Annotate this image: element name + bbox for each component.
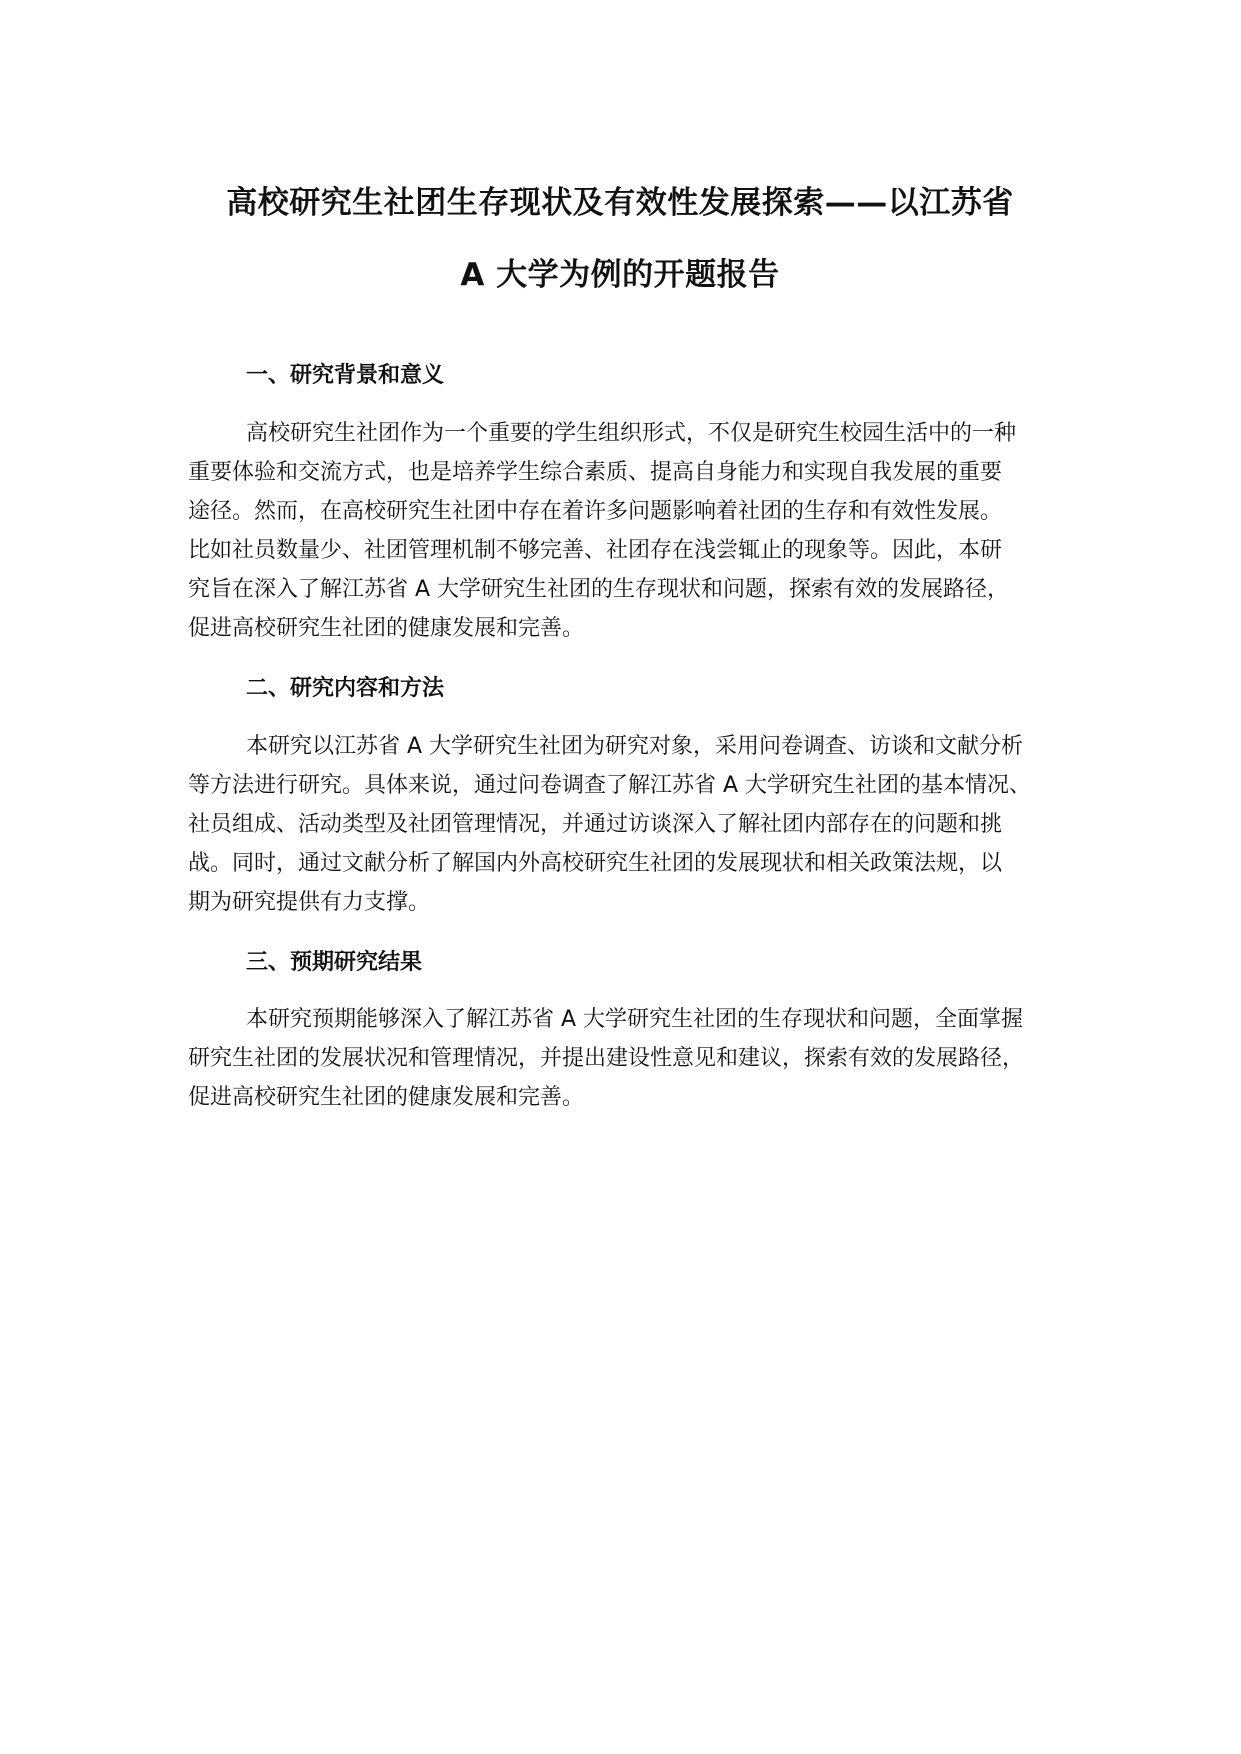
paragraph-line: 比如社员数量少、社团管理机制不够完善、社团存在浅尝辄止的现象等。因此，本研 [188, 538, 1003, 563]
paragraph-line: 促进高校研究生社团的健康发展和完善。 [188, 1085, 585, 1110]
paragraph-line: 等方法进行研究。具体来说，通过问卷调查了解江苏省 A 大学研究生社团的基本情况、 [188, 773, 1032, 798]
paragraph-line: 途径。然而，在高校研究生社团中存在着许多问题影响着社团的生存和有效性发展。 [188, 499, 1003, 524]
paragraph-line: 高校研究生社团作为一个重要的学生组织形式，不仅是研究生校园生活中的一种 [246, 421, 1017, 446]
section-heading-content-method: 二、研究内容和方法 [246, 676, 445, 701]
paragraph-line: 社员组成、活动类型及社团管理情况，并通过访谈深入了解社团内部存在的问题和挑 [188, 812, 1003, 837]
paragraph-line: 重要体验和交流方式，也是培养学生综合素质、提高自身能力和实现自我发展的重要 [188, 460, 1003, 485]
paragraph-line: 究旨在深入了解江苏省 A 大学研究生社团的生存现状和问题，探索有效的发展路径， [188, 577, 1010, 602]
document-title-line-1: 高校研究生社团生存现状及有效性发展探索——以江苏省 [226, 185, 1014, 221]
document-title-line-2: A 大学为例的开题报告 [460, 257, 780, 293]
paragraph-line: 战。同时，通过文献分析了解国内外高校研究生社团的发展现状和相关政策法规，以 [188, 851, 1003, 876]
section-heading-expected-results: 三、预期研究结果 [246, 950, 423, 975]
section-body-expected-results [188, 1000, 1088, 1117]
paragraph-line: 促进高校研究生社团的健康发展和完善。 [188, 616, 585, 641]
paragraph-line: 期为研究提供有力支撑。 [188, 890, 431, 915]
section-heading-background: 一、研究背景和意义 [246, 363, 445, 388]
paragraph-line: 研究生社团的发展状况和管理情况，并提出建设性意见和建议，探索有效的发展路径， [188, 1046, 1025, 1071]
section-body-background [188, 414, 1088, 648]
paragraph-line: 本研究以江苏省 A 大学研究生社团为研究对象，采用问卷调查、访谈和文献分析 [246, 734, 1024, 759]
section-body-content-method [188, 727, 1088, 922]
paragraph-line: 本研究预期能够深入了解江苏省 A 大学研究生社团的生存现状和问题，全面掌握 [246, 1007, 1024, 1032]
